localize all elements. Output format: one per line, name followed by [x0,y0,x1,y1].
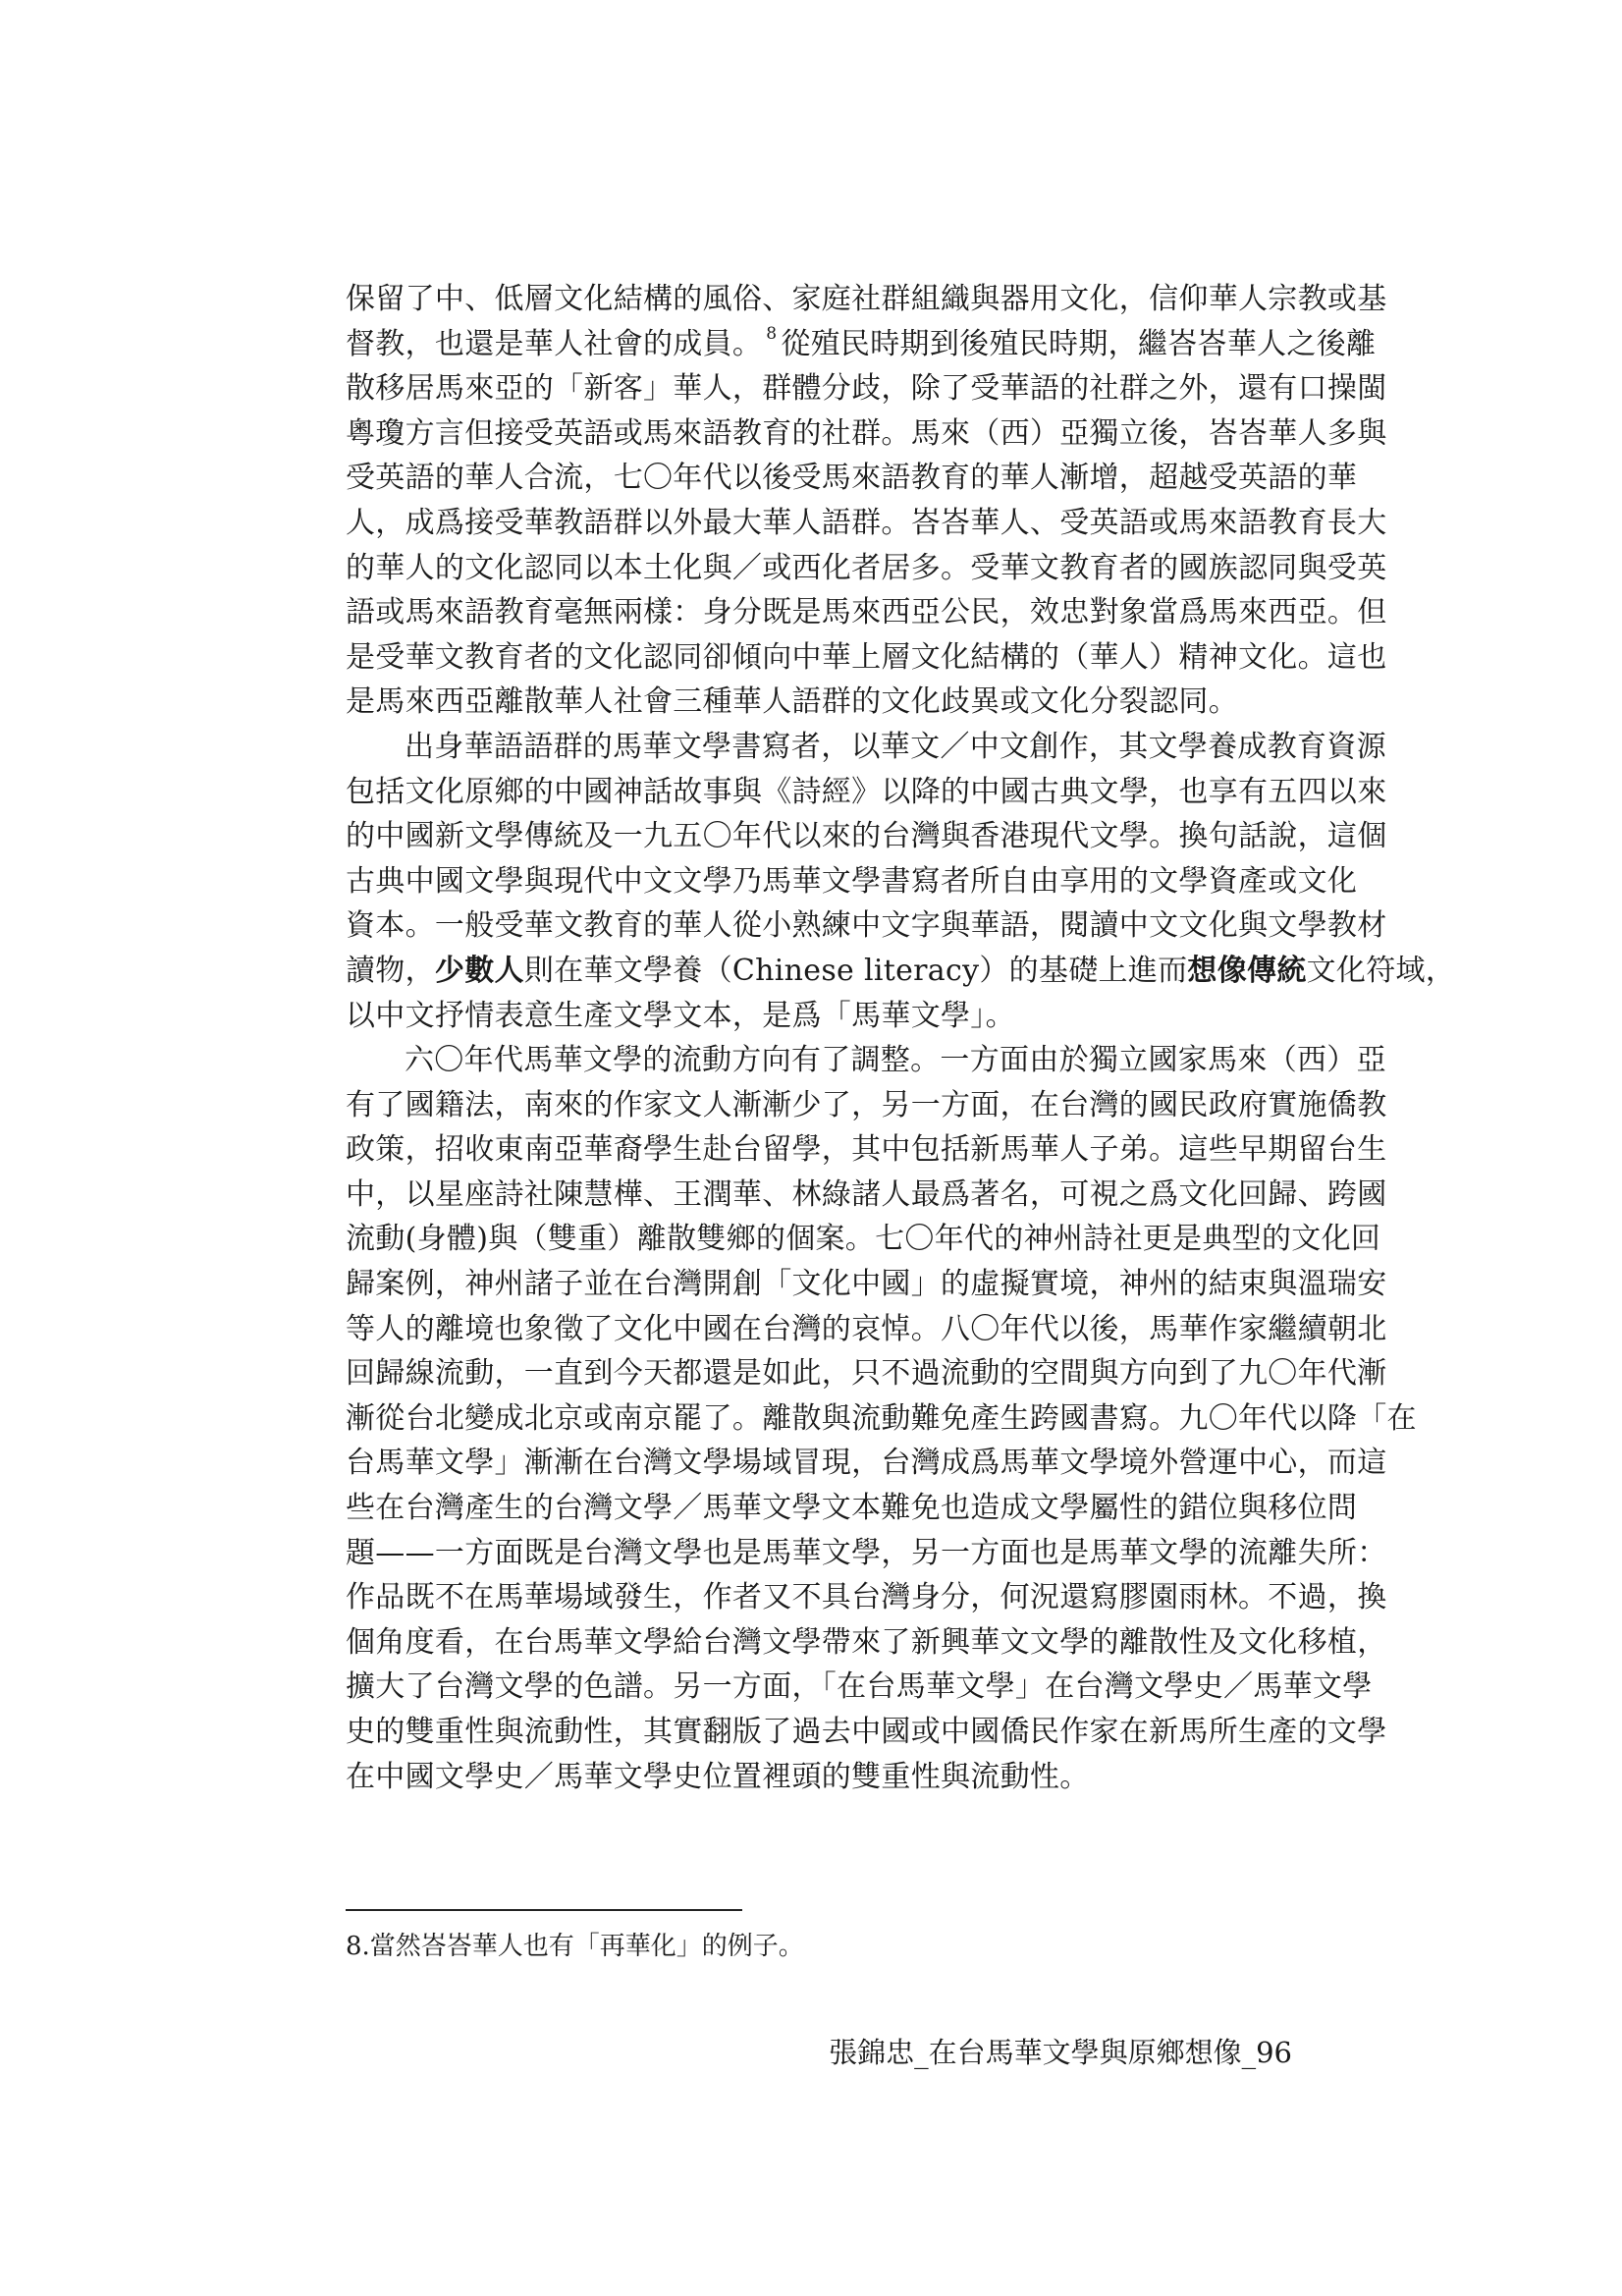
text-line: 保留了中、低層文化結構的風俗、家庭社群組織與器用文化，信仰華人宗教或基 [346,282,1387,316]
text-line: 些在台灣產生的台灣文學／馬華文學文本難免也造成文學屬性的錯位與移位問 [346,1491,1358,1526]
text-line: 流動(身體)與（雙重）離散雙鄉的個案。七〇年代的神州詩社更是典型的文化回 [346,1222,1381,1257]
body-text [346,277,1456,1799]
text-line: 以中文抒情表意生產文學文本，是爲「馬華文學」。 [346,998,1015,1033]
text-segment: 從殖民時期到後殖民時期，繼峇峇華人之後離 [781,326,1377,361]
text-line: 包括文化原鄉的中國神話故事與《詩經》以降的中國古典文學，也享有五四以來 [346,774,1387,809]
text-line: 個角度看，在台馬華文學給台灣文學帶來了新興華文文學的離散性及文化移植， [346,1624,1387,1660]
text-line: 漸從台北變成北京或南京罷了。離散與流動難免產生跨國書寫。九〇年代以降「在 [346,1400,1417,1436]
text-line: 粵瓊方言但接受英語或馬來語教育的社群。馬來（西）亞獨立後，峇峇華人多與 [346,415,1387,451]
emphasis-text: 少數人 [434,953,524,988]
footnote-divider [346,1909,742,1911]
text-line: 人，成爲接受華教語群以外最大華人語群。峇峇華人、受英語或馬來語教育長大 [346,505,1387,540]
text-line [346,949,1456,994]
text-line: 歸案例，神州諸子並在台灣開創「文化中國」的虛擬實境，神州的結束與溫瑞安 [346,1267,1387,1302]
text-line: 作品既不在馬華場域發生，作者又不具台灣身分，何況還寫膠園雨林。不過，換 [346,1580,1387,1615]
text-segment: 讀物， [346,953,435,988]
text-line: 有了國籍法，南來的作家文人漸漸少了，另一方面，在台灣的國民政府實施僑教 [346,1087,1387,1122]
text-line: 在中國文學史／馬華文學史位置裡頭的雙重性與流動性。 [346,1759,1090,1794]
text-line: 政策，招收東南亞華裔學生赴台留學，其中包括新馬華人子弟。這些早期留台生 [346,1132,1387,1168]
text-line: 中，以星座詩社陳慧樺、王潤華、林綠諸人最爲著名，可視之爲文化回歸、跨國 [346,1176,1387,1212]
text-line: 等人的離境也象徵了文化中國在台灣的哀悼。八〇年代以後，馬華作家繼續朝北 [346,1311,1387,1346]
emphasis-text: 想像傳統 [1187,953,1307,988]
text-line: 出身華語語群的馬華文學書寫者，以華文／中文創作，其文學養成教育資源 [405,729,1386,764]
paragraph-3 [346,1038,1417,1799]
text-segment: 文化符域， [1306,953,1456,988]
text-line: 的華人的文化認同以本土化與／或西化者居多。受華文教育者的國族認同與受英 [346,550,1387,585]
paragraph-2 [346,725,1456,1038]
text-segment: 督教，也還是華人社會的成員。 [346,326,763,361]
text-line: 六〇年代馬華文學的流動方向有了調整。一方面由於獨立國家馬來（西）亞 [405,1043,1386,1078]
text-line: 語或馬來語教育毫無兩樣：身分既是馬來西亞公民，效忠對象當爲馬來西亞。但 [346,595,1387,630]
text-line [346,322,1377,367]
text-line: 台馬華文學」漸漸在台灣文學場域冒現，台灣成爲馬華文學境外營運中心，而這 [346,1446,1387,1481]
text-line: 史的雙重性與流動性，其實翻版了過去中國或中國僑民作家在新馬所生產的文學 [346,1715,1387,1749]
footnote: 8.當然峇峇華人也有「再華化」的例子。 [346,1932,804,1961]
page-footer: 張錦忠_在台馬華文學與原鄉想像_96 [829,2036,1292,2069]
text-line: 受英語的華人合流，七〇年代以後受馬來語教育的華人漸增，超越受英語的華 [346,461,1358,496]
text-line: 是馬來西亞離散華人社會三種華人語群的文化歧異或文化分裂認同。 [346,684,1238,720]
paragraph-1 [346,277,1387,725]
text-line: 散移居馬來亞的「新客」華人，群體分歧，除了受華語的社群之外，還有口操閩 [346,371,1387,407]
footnote-marker[interactable]: 8 [766,323,778,344]
text-segment: 則在華文學養（Chinese literacy）的基礎上進而 [523,953,1188,988]
text-line: 古典中國文學與現代中文文學乃馬華文學書寫者所自由享用的文學資產或文化 [346,863,1358,899]
text-line: 資本。一般受華文教育的華人從小熟練中文字與華語，閱讀中文文化與文學教材 [346,908,1387,944]
text-line: 是受華文教育者的文化認同卻傾向中華上層文化結構的（華人）精神文化。這也 [346,639,1387,675]
text-line: 回歸線流動，一直到今天都還是如此，只不過流動的空間與方向到了九〇年代漸 [346,1356,1387,1392]
text-line: 題——一方面既是台灣文學也是馬華文學，另一方面也是馬華文學的流離失所： [346,1535,1387,1570]
text-line: 的中國新文學傳統及一九五〇年代以來的台灣與香港現代文學。換句話說，這個 [346,819,1387,854]
text-line: 擴大了台灣文學的色譜。另一方面，「在台馬華文學」在台灣文學史／馬華文學 [346,1669,1373,1705]
